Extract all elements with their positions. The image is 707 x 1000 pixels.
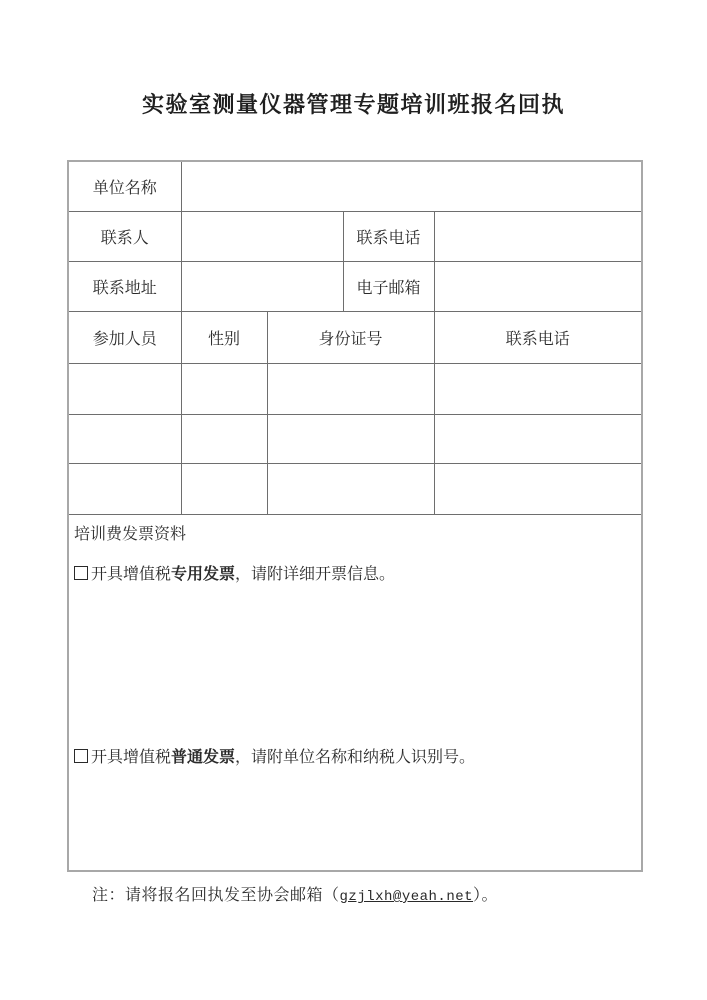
contact-phone-label: 联系电话 (343, 211, 434, 261)
participants-phone-header: 联系电话 (434, 311, 642, 363)
contact-phone-field[interactable] (434, 211, 642, 261)
contact-address-label: 联系地址 (68, 261, 181, 311)
participant-gender-field[interactable] (181, 414, 267, 463)
participant-phone-field[interactable] (434, 463, 642, 514)
table-row (68, 161, 642, 211)
participant-row (68, 414, 642, 463)
contact-address-field[interactable] (181, 261, 343, 311)
participant-name-field[interactable] (68, 363, 181, 414)
participant-gender-field[interactable] (181, 463, 267, 514)
unit-name-field[interactable] (181, 161, 642, 211)
participant-id-field[interactable] (267, 463, 434, 514)
table-row (68, 211, 642, 261)
invoice-option-bold: 普通发票 (171, 748, 236, 766)
participant-row (68, 463, 642, 514)
invoice-section-cell (68, 514, 642, 871)
invoice-option-prefix: 开具增值税 (91, 565, 172, 583)
contact-person-field[interactable] (181, 211, 343, 261)
email-field[interactable] (434, 261, 642, 311)
invoice-option-special (74, 566, 635, 584)
invoice-section-title: 培训费发票资料 (74, 525, 187, 543)
invoice-section-row (68, 514, 642, 871)
participant-gender-field[interactable] (181, 363, 267, 414)
participant-id-field[interactable] (267, 414, 434, 463)
checkbox-unchecked-icon[interactable] (74, 566, 88, 580)
invoice-option-ordinary (74, 749, 635, 767)
invoice-option-suffix: ，请附单位名称和纳税人识别号。 (235, 748, 476, 766)
participant-row (68, 363, 642, 414)
page-title: 实验室测量仪器管理专题培训班报名回执 (141, 92, 565, 117)
invoice-option-suffix: ，请附详细开票信息。 (235, 565, 396, 583)
participant-phone-field[interactable] (434, 363, 642, 414)
footer-note-prefix: 注：请将报名回执发至协会邮箱（ (92, 887, 340, 904)
participants-gender-header: 性别 (181, 311, 267, 363)
participants-name-header: 参加人员 (68, 311, 181, 363)
participant-phone-field[interactable] (434, 414, 642, 463)
invoice-option-bold: 专用发票 (171, 565, 236, 583)
participant-id-field[interactable] (267, 363, 434, 414)
participant-name-field[interactable] (68, 414, 181, 463)
participants-id-header: 身份证号 (267, 311, 434, 363)
footer-note (92, 882, 498, 905)
unit-name-label: 单位名称 (68, 161, 181, 211)
checkbox-unchecked-icon[interactable] (74, 749, 88, 763)
contact-person-label: 联系人 (68, 211, 181, 261)
association-email-link[interactable]: gzjlxh@yeah.net (339, 889, 474, 905)
registration-form-table (67, 160, 643, 872)
footer-note-suffix: ）。 (473, 887, 499, 904)
participant-name-field[interactable] (68, 463, 181, 514)
participants-header-row (68, 311, 642, 363)
invoice-option-prefix: 开具增值税 (91, 748, 172, 766)
table-row (68, 261, 642, 311)
email-label: 电子邮箱 (343, 261, 434, 311)
